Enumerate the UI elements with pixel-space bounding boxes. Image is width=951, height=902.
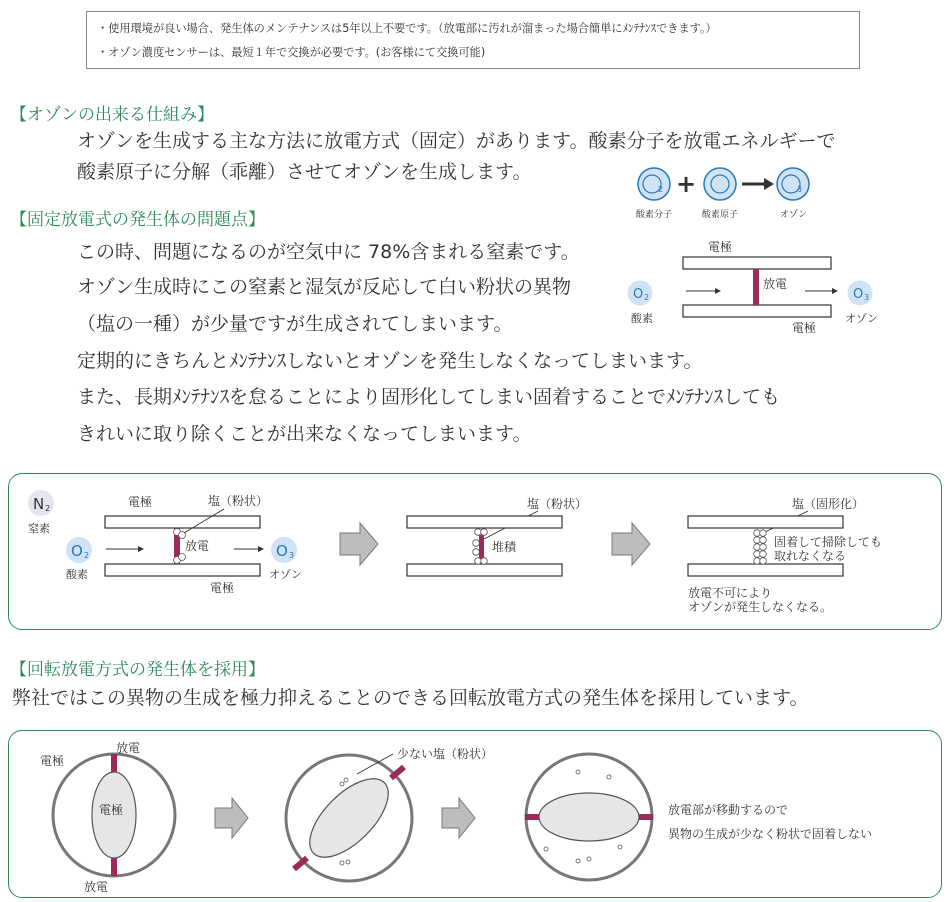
electrode-top <box>683 257 831 269</box>
few-salt-label: 少ない塩（粉状） <box>397 747 494 761</box>
salt-particle <box>473 549 480 556</box>
o3-letter: O <box>853 287 864 302</box>
paragraph-line: オゾン生成時にこの窒素と湿気が反応して白い粉状の異物 <box>77 276 572 298</box>
salt-particle <box>481 558 488 565</box>
ozone-label: オゾン <box>845 312 878 325</box>
discharge-left-3 <box>525 814 539 820</box>
salt-particle <box>607 775 611 779</box>
electrode-bottom-3 <box>688 564 843 576</box>
arrow-out-head <box>832 288 838 294</box>
salt-powder-label: 塩（粉状） <box>208 494 269 508</box>
electrode-bottom-label: 電極 <box>210 581 235 595</box>
o3-sub: 3 <box>289 551 295 560</box>
paragraph-line: 定期的にきちんとﾒﾝﾃﾅﾝｽしないとオゾンを発生しなくなってしまいます。 <box>77 350 703 372</box>
discharge-right-3 <box>639 814 653 820</box>
electrode-top-3 <box>688 516 843 528</box>
electrode-top-label: 電極 <box>708 240 733 254</box>
label-ozone: オゾン <box>780 210 808 220</box>
electrode-bottom-2 <box>407 564 562 576</box>
paragraph-line: 弊社ではこの異物の生成を極力抑えることのできる回転放電方式の発生体を採用しています。 <box>12 687 809 709</box>
fixed-discharge-diagram <box>620 236 900 340</box>
paragraph-line: 酸素原子に分解（乖離）させてオゾンを生成します。 <box>77 161 532 183</box>
salt-solid-label: 塩（固形化） <box>792 497 865 511</box>
o2-subscript: 2 <box>658 185 664 194</box>
step-arrow <box>340 523 378 565</box>
ozone-formula-diagram <box>618 162 828 222</box>
section-heading-fixed-discharge-problem: 【固定放電式の発生体の問題点】 <box>10 210 265 230</box>
paragraph-line: きれいに取り除くことが出来なくなってしまいます。 <box>77 423 532 445</box>
notice-line-1: ・使用環境が良い場合、発生体のメンテナンスは5年以上不要です。（放電部に汚れが溜まった場合簡単にﾒﾝﾃﾅﾝｽできます。） <box>97 22 717 35</box>
step-arrow <box>442 798 475 838</box>
deposit-label: 堆積 <box>492 540 517 554</box>
note-line-2: 異物の生成が少なく粉状で固着しない <box>668 827 873 841</box>
discharge-label: 放電 <box>763 277 788 291</box>
electrode-bottom-label: 電極 <box>792 321 817 335</box>
discharge-bottom <box>111 858 117 876</box>
o2-letter: O <box>71 542 83 560</box>
discharge-bar-2 <box>479 535 484 559</box>
n2-letter: N <box>33 495 45 513</box>
electrode-top-label: 電極 <box>128 495 153 509</box>
note-line-1: 放電部が移動するので <box>668 803 789 817</box>
salt-particle <box>340 782 344 786</box>
section-heading-rotary-discharge: 【回転放電方式の発生体を採用】 <box>10 660 265 680</box>
discharge-bar <box>753 269 759 305</box>
discharge-bottom-2 <box>294 858 307 869</box>
oxygen-label: 酸素 <box>66 568 88 581</box>
paragraph-line: また、長期ﾒﾝﾃﾅﾝｽを怠ることにより固形化してしまい固着することでﾒﾝﾃﾅﾝｽしても <box>77 386 781 408</box>
salt-particle <box>576 859 580 863</box>
n2-sub: 2 <box>45 504 51 513</box>
stuck-label-2: 取れなくなる <box>774 549 847 563</box>
arrow-in-head <box>138 546 144 552</box>
label-oxygen-molecule: 酸素分子 <box>636 210 673 220</box>
electrode-top <box>105 516 260 528</box>
salt-particle <box>344 778 348 782</box>
salt-particle <box>340 861 344 865</box>
discharge-top-label: 放電 <box>116 741 141 755</box>
electrode-bottom <box>105 564 260 576</box>
salt-particle <box>179 554 186 561</box>
salt-deposit-diagram <box>8 473 942 630</box>
outer-electrode-label: 電極 <box>40 754 65 768</box>
oxygen-label: 酸素 <box>631 312 653 325</box>
oxygen-atom-circle <box>704 168 736 200</box>
plus-sign: + <box>676 170 697 198</box>
arrow-out-head <box>258 546 264 552</box>
salt-particle <box>618 845 622 849</box>
discharge-bottom-label: 放電 <box>84 880 109 894</box>
label-oxygen-atom: 酸素原子 <box>702 210 739 220</box>
notice-box <box>86 11 860 69</box>
salt-powder-label-2: 塩（粉状） <box>527 497 588 511</box>
no-discharge-label-2: オゾンが発生しなくなる。 <box>688 600 833 614</box>
paragraph-line: （塩の一種）が少量ですが生成されてしまいます。 <box>77 313 513 335</box>
stuck-label-1: 固着して掃除しても <box>774 535 883 549</box>
no-discharge-label-1: 放電不可により <box>688 586 773 600</box>
reaction-arrow-head <box>764 178 774 190</box>
o3-sub: 3 <box>864 293 870 302</box>
nitrogen-label: 窒素 <box>28 522 50 535</box>
step-arrow <box>215 798 248 838</box>
electrode-top-2 <box>407 516 562 528</box>
rotary-discharge-diagram <box>8 730 942 898</box>
arrow-in-head <box>715 288 721 294</box>
o3-letter: O <box>276 542 288 560</box>
salt-particle <box>544 847 548 851</box>
salt-particle <box>576 770 580 774</box>
solid-salt-column <box>754 530 767 565</box>
electrode-bottom <box>683 305 831 317</box>
inner-electrode-label: 電極 <box>99 803 124 817</box>
discharge-top-2 <box>391 767 404 778</box>
paragraph-line: この時、問題になるのが空気中に 78%含まれる窒素です。 <box>77 241 580 263</box>
o2-sub: 2 <box>84 551 90 560</box>
paragraph-line: オゾンを生成する主な方法に放電方式（固定）があります。酸素分子を放電エネルギーで <box>77 130 836 152</box>
section-heading-ozone-mechanism: 【オゾンの出来る仕組み】 <box>10 105 214 125</box>
o2-letter: O <box>633 287 644 302</box>
discharge-top <box>111 754 117 772</box>
discharge-label: 放電 <box>185 539 210 553</box>
notice-line-2: ・オゾン濃度センサーは、最短１年で交換が必要です。(お客様にて交換可能) <box>97 46 486 59</box>
o3-subscript: 3 <box>797 185 803 194</box>
inner-electrode-horizontal <box>539 793 639 841</box>
salt-particle <box>473 540 480 547</box>
salt-particle <box>481 529 488 536</box>
salt-particle <box>587 857 591 861</box>
o2-sub: 2 <box>644 293 650 302</box>
ozone-label: オゾン <box>269 568 302 581</box>
salt-particle <box>346 860 350 864</box>
step-arrow <box>612 523 650 565</box>
